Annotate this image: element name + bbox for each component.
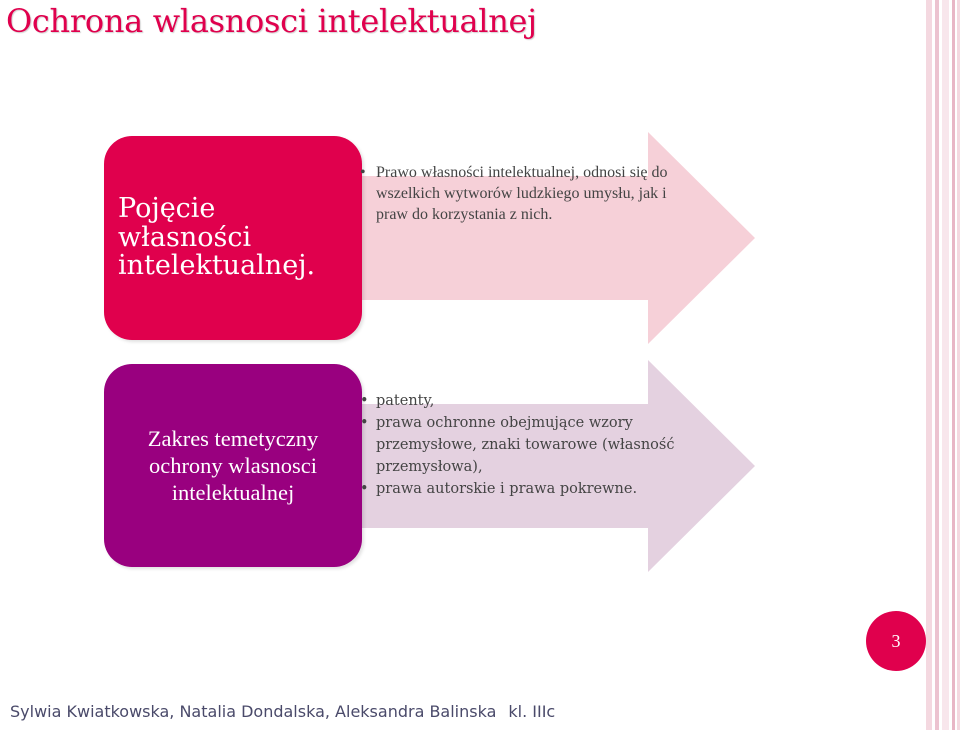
bullet-dot-icon: • — [360, 164, 366, 181]
bullet-dot-icon: • — [360, 415, 369, 431]
bullet-dot-icon: • — [360, 393, 369, 409]
bullet-dot-icon: • — [360, 481, 369, 497]
row-1-label-box — [104, 136, 362, 340]
page-number-badge — [866, 611, 926, 671]
row-1-label: Pojęcie własności intelektualnej. — [118, 193, 316, 282]
list-item: • prawa autorskie i prawa pokrewne. — [358, 478, 678, 500]
page-number: 3 — [891, 630, 901, 651]
list-item: • Prawo własności intelektualnej, odnosi się do wszelkich wytworów ludzkiego umysłu, jak i praw do korzystania z nich. — [360, 164, 668, 223]
row-2-label-box — [104, 364, 362, 567]
footer-authors: Sylwia Kwiatkowska, Natalia Dondalska, Aleksandra Balinska — [10, 702, 497, 721]
footer — [10, 702, 555, 721]
decorative-edge-stripes — [926, 0, 960, 730]
row-2-label: Zakres temetyczny ochrony wlasnosci intelektualnej — [147, 426, 319, 505]
list-item: • patenty, — [358, 390, 678, 412]
row-2-bullet-list — [358, 390, 678, 500]
slide-title: Ochrona wlasnosci intelektualnej — [6, 2, 537, 40]
list-item: • prawa ochronne obejmujące wzory przemysłowe, znaki towarowe (własność przemysłowa), — [358, 412, 678, 478]
row-1-bullet-list — [358, 162, 678, 225]
footer-class: kl. IIIc — [508, 702, 556, 721]
